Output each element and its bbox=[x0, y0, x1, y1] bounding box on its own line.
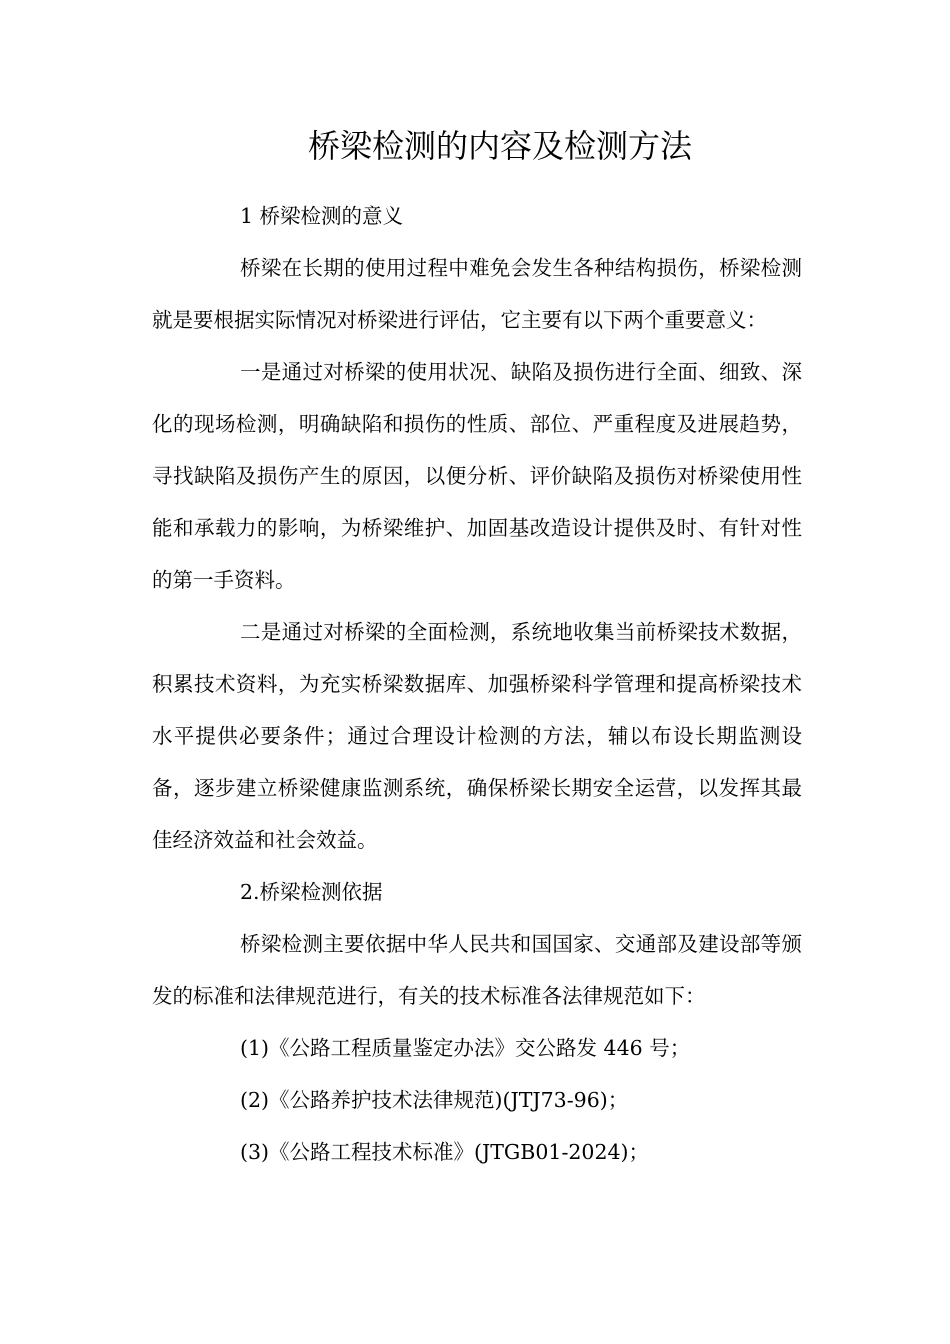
paragraph-intro: 桥梁在长期的使用过程中难免会发生各种结构损伤，桥梁检测就是要根据实际情况对桥梁进行评估，它主要有以下两个重要意义： bbox=[152, 256, 802, 332]
document-body bbox=[152, 190, 802, 1178]
standard-list-item: (3)《公路工程技术标准》(JTGB01-2024)； bbox=[240, 1140, 650, 1164]
paragraph-basis-intro: 桥梁检测主要依据中华人民共和国国家、交通部及建设部等颁发的标准和法律规范进行，有关的技术标准各法律规范如下： bbox=[152, 932, 802, 1008]
standard-list-item: (2)《公路养护技术法律规范)(JTJ73-96)； bbox=[240, 1088, 629, 1112]
standard-list-item: (1)《公路工程质量鉴定办法》交公路发 446 号； bbox=[240, 1036, 691, 1060]
paragraph-second-significance: 二是通过对桥梁的全面检测，系统地收集当前桥梁技术数据，积累技术资料，为充实桥梁数据库、加强桥梁科学管理和提高桥梁技术水平提供必要条件；通过合理设计检测的方法，辅以布设长期监测设备，逐步建立桥梁健康监测系统，确保桥梁长期安全运营，以发挥其最佳经济效益和社会效益。 bbox=[152, 620, 802, 852]
section-heading-basis: 2.桥梁检测依据 bbox=[240, 880, 383, 904]
section-heading-significance: 1 桥梁检测的意义 bbox=[240, 204, 404, 228]
document-title: 桥梁检测的内容及检测方法 bbox=[307, 127, 692, 165]
paragraph-first-significance: 一是通过对桥梁的使用状况、缺陷及损伤进行全面、细致、深化的现场检测，明确缺陷和损伤的性质、部位、严重程度及进展趋势，寻找缺陷及损伤产生的原因，以便分析、评价缺陷及损伤对桥梁使用性能和承载力的影响，为桥梁维护、加固基改造设计提供及时、有针对性的第一手资料。 bbox=[152, 360, 802, 592]
